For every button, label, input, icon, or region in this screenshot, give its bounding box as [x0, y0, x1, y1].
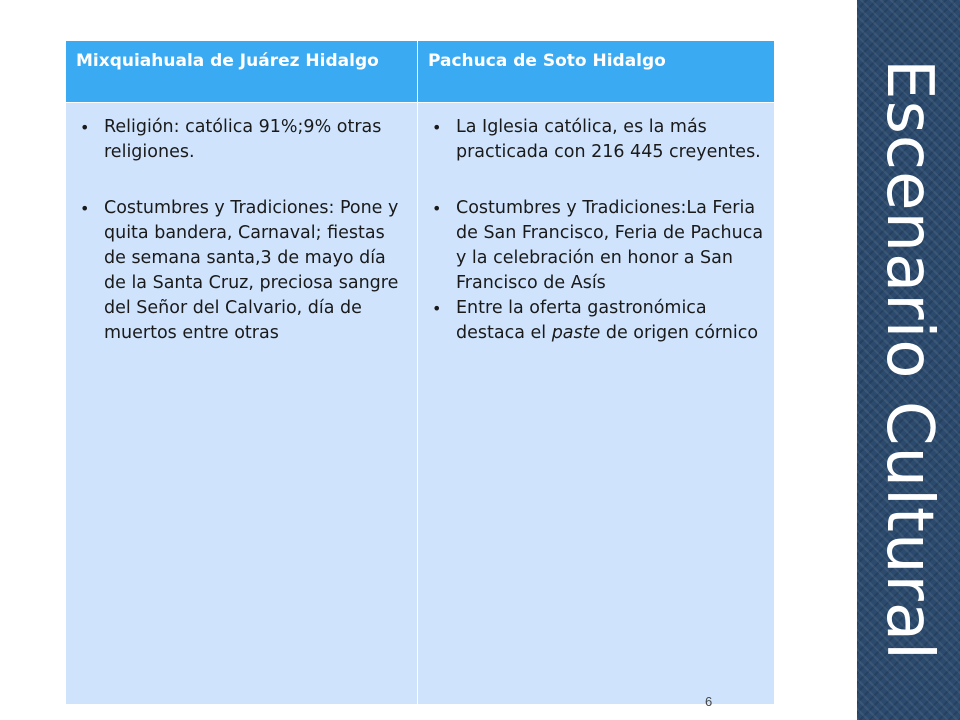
gastronomy-text-after: de origen córnico	[605, 323, 759, 343]
list-item-gastronomy-right	[430, 296, 764, 346]
gastronomy-text-italic: paste	[551, 323, 601, 343]
gastronomy-text-before: Entre la oferta gastronómica destaca el	[456, 298, 707, 343]
header-mixquiahuala: Mixquiahuala de Juárez Hidalgo	[66, 41, 418, 103]
list-item-religion-left: • Religión: católica 91%;9% otras religiones.	[78, 115, 407, 165]
side-title-bar	[857, 0, 960, 720]
side-title: Escenario Cultural	[871, 59, 946, 661]
table-header-row	[66, 41, 775, 103]
table-body-row	[66, 103, 775, 705]
list-item-customs-right: • Costumbres y Tradiciones:La Feria de San Francisco, Feria de Pachuca y la celebración en honor a San Francisco de Asís	[430, 196, 764, 296]
list-item-religion-right: • La Iglesia católica, es la más practicada con 216 445 creyentes.	[430, 115, 764, 165]
cell-mixquiahuala	[66, 103, 418, 705]
header-pachuca: Pachuca de Soto Hidalgo	[418, 41, 775, 103]
comparison-table	[65, 40, 775, 705]
bullet-list-right	[430, 115, 764, 346]
cell-pachuca	[418, 103, 775, 705]
page-number: 6	[705, 694, 713, 709]
list-item-customs-left: • Costumbres y Tradiciones: Pone y quita bandera, Carnaval; fiestas de semana santa,3 de mayo día de la Santa Cruz, preciosa sangre del Señor del Calvario, día de muertos entre otras	[78, 196, 407, 346]
bullet-list-left	[78, 115, 407, 346]
